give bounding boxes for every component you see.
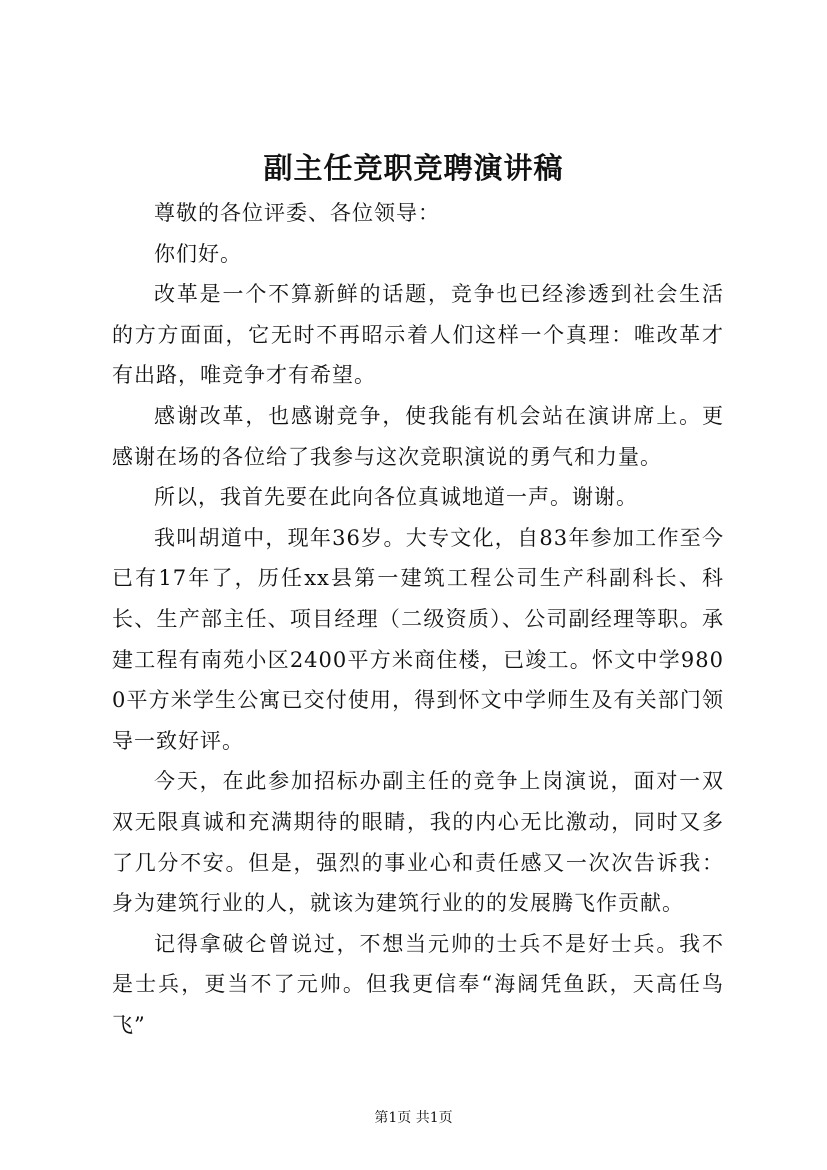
paragraph: 改革是一个不算新鲜的话题，竞争也已经渗透到社会生活的方方面面，它无时不再昭示着人们这样一个真理：唯改革才有出路，唯竞争才有希望。 [112, 282, 724, 388]
paragraph: 我叫胡道中，现年36岁。大专文化，自83年参加工作至今已有17年了，历任xx县第一建筑工程公司生产科副科长、科长、生产部主任、项目经理（二级资质）、公司副经理等职。承建工程有南苑小区2400平方米商住楼，已竣工。怀文中学9800平方米学生公寓已交付使用，得到怀文中学师生及有关部门领导一致好评。 [112, 525, 724, 753]
document-body [112, 193, 724, 1045]
paragraph-greeting: 你们好。 [154, 241, 242, 266]
page-number-footer: 第1页 共1页 [374, 1110, 453, 1126]
paragraph: 所以，我首先要在此向各位真诚地道一声。谢谢。 [154, 485, 638, 510]
paragraph: 感谢改革，也感谢竞争，使我能有机会站在演讲席上。更感谢在场的各位给了我参与这次竞职演说的勇气和力量。 [112, 403, 724, 469]
paragraph: 记得拿破仑曾说过，不想当元帅的士兵不是好士兵。我不是士兵，更当不了元帅。但我更信奉“海阔凭鱼跃，天高任鸟飞” [112, 931, 724, 1037]
paragraph: 今天，在此参加招标办副主任的竞争上岗演说，面对一双双无限真诚和充满期待的眼睛，我的内心无比激动，同时又多了几分不安。但是，强烈的事业心和责任感又一次次告诉我：身为建筑行业的人，就该为建筑行业的的发展腾飞作贡献。 [112, 769, 724, 916]
paragraph-salutation: 尊敬的各位评委、各位领导： [154, 201, 440, 225]
page-title: 副主任竞职竞聘演讲稿 [263, 151, 564, 185]
